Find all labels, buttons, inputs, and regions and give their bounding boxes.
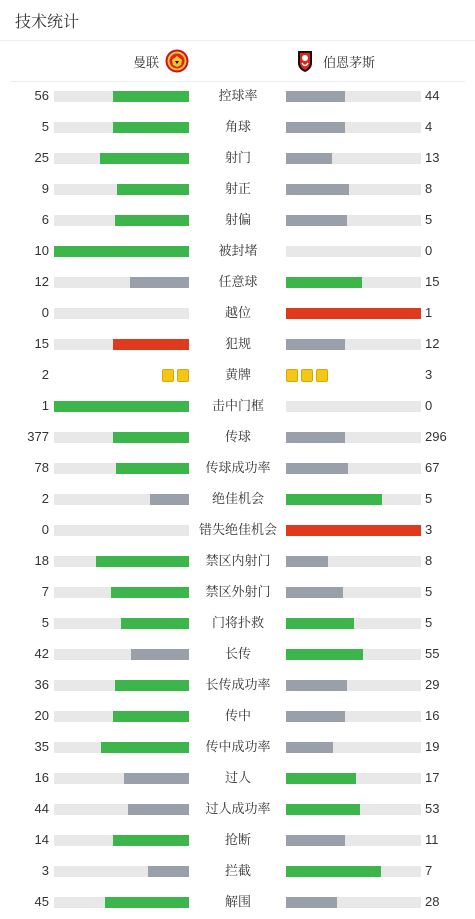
stat-row bbox=[0, 484, 475, 515]
stat-row bbox=[0, 112, 475, 143]
away-stat-value: 16 bbox=[425, 708, 440, 723]
home-stat-bar bbox=[54, 153, 189, 164]
away-stat-bar bbox=[286, 587, 421, 598]
away-stat-value: 53 bbox=[425, 801, 440, 816]
stat-label: 传中 bbox=[224, 708, 251, 723]
away-stat-bar-fill bbox=[286, 649, 363, 660]
away-stat-bar-fill bbox=[286, 742, 333, 753]
away-stat-value: 3 bbox=[425, 367, 433, 382]
away-stat-bar-fill bbox=[286, 494, 382, 505]
home-stat-value: 35 bbox=[34, 739, 49, 754]
away-stat-bar-fill bbox=[286, 122, 345, 133]
home-stat-bar-fill bbox=[130, 277, 189, 288]
away-stat-bar-fill bbox=[286, 897, 337, 908]
home-stat-value: 36 bbox=[34, 677, 49, 692]
home-yellow-cards bbox=[162, 369, 189, 382]
stat-label: 射门 bbox=[224, 150, 251, 165]
away-stat-value: 5 bbox=[425, 584, 433, 599]
stat-label: 拦截 bbox=[224, 863, 251, 878]
away-stat-bar-fill bbox=[286, 618, 354, 629]
away-stat-bar-fill bbox=[286, 525, 421, 536]
home-stat-value: 15 bbox=[34, 336, 49, 351]
away-stat-bar bbox=[286, 897, 421, 908]
home-stat-value: 42 bbox=[34, 646, 49, 661]
yellow-card-icon bbox=[162, 369, 174, 382]
away-stat-bar-fill bbox=[286, 215, 347, 226]
away-stat-bar-fill bbox=[286, 804, 360, 815]
away-stat-bar-fill bbox=[286, 91, 345, 102]
home-stat-bar bbox=[54, 742, 189, 753]
stat-label: 射偏 bbox=[224, 212, 251, 227]
home-stat-bar-fill bbox=[100, 153, 189, 164]
yellow-card-icon bbox=[286, 369, 298, 382]
bournemouth-crest-icon bbox=[293, 49, 317, 73]
away-stat-value: 5 bbox=[425, 212, 433, 227]
away-stat-bar bbox=[286, 742, 421, 753]
home-stat-bar bbox=[54, 122, 189, 133]
home-stat-value: 5 bbox=[41, 119, 49, 134]
away-stat-value: 1 bbox=[425, 305, 433, 320]
stat-label: 过人 bbox=[224, 770, 251, 785]
home-stat-bar bbox=[54, 91, 189, 102]
stat-row bbox=[0, 81, 475, 112]
yellow-card-icon bbox=[316, 369, 328, 382]
stat-row bbox=[0, 391, 475, 422]
stat-label: 传中成功率 bbox=[205, 739, 271, 754]
stat-row bbox=[0, 205, 475, 236]
away-stat-bar bbox=[286, 463, 421, 474]
stat-row bbox=[0, 360, 475, 391]
away-stat-bar bbox=[286, 277, 421, 288]
stat-row bbox=[0, 701, 475, 732]
stat-label: 长传 bbox=[224, 646, 251, 661]
home-stat-bar bbox=[54, 463, 189, 474]
home-stat-bar-fill bbox=[148, 866, 189, 877]
away-stat-bar bbox=[286, 866, 421, 877]
home-stat-value: 45 bbox=[34, 894, 49, 909]
home-stat-bar bbox=[54, 556, 189, 567]
away-stat-value: 8 bbox=[425, 181, 433, 196]
home-stat-bar-fill bbox=[131, 649, 189, 660]
stat-label: 禁区外射门 bbox=[205, 584, 271, 599]
home-stat-bar bbox=[54, 618, 189, 629]
away-stat-bar bbox=[286, 215, 421, 226]
stat-row bbox=[0, 267, 475, 298]
home-stat-bar-fill bbox=[54, 246, 189, 257]
away-stat-bar bbox=[286, 122, 421, 133]
stat-row bbox=[0, 453, 475, 484]
away-stat-bar bbox=[286, 680, 421, 691]
stat-row bbox=[0, 856, 475, 887]
home-stat-bar-fill bbox=[121, 618, 189, 629]
stat-row bbox=[0, 794, 475, 825]
home-stat-value: 14 bbox=[34, 832, 49, 847]
away-stat-value: 28 bbox=[425, 894, 440, 909]
home-stat-value: 7 bbox=[41, 584, 49, 599]
home-stat-bar-fill bbox=[54, 401, 189, 412]
away-stat-bar-fill bbox=[286, 463, 348, 474]
away-stat-bar bbox=[286, 184, 421, 195]
home-stat-value: 78 bbox=[34, 460, 49, 475]
away-stat-value: 0 bbox=[425, 243, 433, 258]
away-stat-bar bbox=[286, 835, 421, 846]
away-stat-bar bbox=[286, 494, 421, 505]
home-stat-bar bbox=[54, 587, 189, 598]
home-stat-bar bbox=[54, 339, 189, 350]
away-stat-value: 55 bbox=[425, 646, 440, 661]
stat-label: 过人成功率 bbox=[205, 801, 271, 816]
away-stat-value: 11 bbox=[425, 832, 439, 847]
away-stat-bar bbox=[286, 711, 421, 722]
home-stat-bar-fill bbox=[150, 494, 189, 505]
away-stat-value: 13 bbox=[425, 150, 440, 165]
away-stat-value: 29 bbox=[425, 677, 440, 692]
home-stat-bar-fill bbox=[116, 463, 189, 474]
stat-row bbox=[0, 329, 475, 360]
away-stat-bar-fill bbox=[286, 587, 343, 598]
home-stat-bar-fill bbox=[113, 339, 189, 350]
home-stat-bar bbox=[54, 711, 189, 722]
stat-row bbox=[0, 639, 475, 670]
stats-list bbox=[0, 81, 475, 918]
away-stat-bar bbox=[286, 432, 421, 443]
stat-label: 越位 bbox=[224, 305, 251, 320]
home-stat-bar bbox=[54, 804, 189, 815]
home-team[interactable] bbox=[133, 49, 189, 73]
stat-label: 错失绝佳机会 bbox=[198, 522, 277, 537]
away-stat-value: 296 bbox=[425, 429, 447, 444]
stat-label: 射正 bbox=[224, 181, 251, 196]
home-stat-value: 20 bbox=[34, 708, 49, 723]
stat-row bbox=[0, 546, 475, 577]
away-stat-value: 17 bbox=[425, 770, 440, 785]
away-team[interactable] bbox=[293, 49, 375, 73]
away-stat-bar-fill bbox=[286, 866, 381, 877]
home-stat-value: 5 bbox=[41, 615, 49, 630]
stat-row bbox=[0, 298, 475, 329]
stat-row bbox=[0, 825, 475, 856]
home-stat-bar bbox=[54, 773, 189, 784]
home-stat-value: 0 bbox=[41, 305, 49, 320]
away-stat-value: 7 bbox=[425, 863, 433, 878]
stat-label: 黄牌 bbox=[224, 367, 251, 382]
home-stat-bar-fill bbox=[128, 804, 189, 815]
home-stat-bar bbox=[54, 246, 189, 257]
away-stat-bar bbox=[286, 649, 421, 660]
home-stat-bar bbox=[54, 897, 189, 908]
home-stat-bar bbox=[54, 835, 189, 846]
away-stat-value: 15 bbox=[425, 274, 440, 289]
home-stat-bar-fill bbox=[105, 897, 189, 908]
home-stat-value: 377 bbox=[27, 429, 49, 444]
home-stat-bar-fill bbox=[113, 122, 189, 133]
away-stat-bar-fill bbox=[286, 153, 332, 164]
away-stat-bar-fill bbox=[286, 835, 345, 846]
home-stat-bar-fill bbox=[111, 587, 189, 598]
home-stat-bar bbox=[54, 525, 189, 536]
stat-row bbox=[0, 515, 475, 546]
stat-label: 解围 bbox=[224, 894, 251, 909]
away-stat-bar-fill bbox=[286, 339, 345, 350]
stat-label: 被封堵 bbox=[218, 243, 258, 258]
away-stat-bar bbox=[286, 804, 421, 815]
home-stat-value: 12 bbox=[34, 274, 49, 289]
home-stat-bar bbox=[54, 494, 189, 505]
home-stat-bar-fill bbox=[113, 835, 189, 846]
home-stat-bar-fill bbox=[113, 432, 189, 443]
away-yellow-cards bbox=[286, 369, 328, 382]
stat-row bbox=[0, 236, 475, 267]
stat-row bbox=[0, 577, 475, 608]
away-stat-bar bbox=[286, 91, 421, 102]
away-stat-bar-fill bbox=[286, 308, 421, 319]
header bbox=[0, 0, 475, 41]
away-stat-value: 19 bbox=[425, 739, 440, 754]
stat-row bbox=[0, 608, 475, 639]
home-stat-value: 0 bbox=[41, 522, 49, 537]
stat-label: 门将扑救 bbox=[211, 615, 264, 630]
home-stat-value: 10 bbox=[34, 243, 49, 258]
page-title: 技术统计 bbox=[15, 13, 80, 31]
stat-label: 任意球 bbox=[218, 274, 258, 289]
home-stat-bar-fill bbox=[96, 556, 189, 567]
home-stat-bar bbox=[54, 401, 189, 412]
away-stat-bar bbox=[286, 525, 421, 536]
yellow-card-icon bbox=[177, 369, 189, 382]
stat-row bbox=[0, 763, 475, 794]
home-stat-bar-fill bbox=[117, 184, 189, 195]
away-stat-value: 67 bbox=[425, 460, 440, 475]
home-stat-value: 3 bbox=[41, 863, 49, 878]
stat-label: 击中门框 bbox=[211, 398, 264, 413]
stat-row bbox=[0, 422, 475, 453]
stat-row bbox=[0, 174, 475, 205]
home-stat-bar-fill bbox=[115, 680, 189, 691]
stat-label: 传球 bbox=[224, 429, 251, 444]
away-stat-bar-fill bbox=[286, 184, 349, 195]
away-stat-bar bbox=[286, 618, 421, 629]
home-stat-value: 1 bbox=[41, 398, 49, 413]
stat-label: 控球率 bbox=[218, 88, 258, 103]
away-stat-value: 12 bbox=[425, 336, 440, 351]
away-stat-value: 5 bbox=[425, 615, 433, 630]
away-stat-bar bbox=[286, 308, 421, 319]
stat-label: 角球 bbox=[224, 119, 251, 134]
teams-header bbox=[10, 41, 465, 82]
home-stat-bar bbox=[54, 277, 189, 288]
away-stat-bar-fill bbox=[286, 773, 356, 784]
home-stat-bar bbox=[54, 308, 189, 319]
yellow-card-icon bbox=[301, 369, 313, 382]
away-stat-bar bbox=[286, 556, 421, 567]
away-stat-bar-fill bbox=[286, 680, 347, 691]
away-stat-bar-fill bbox=[286, 711, 345, 722]
away-stat-value: 4 bbox=[425, 119, 433, 134]
home-stat-bar bbox=[54, 432, 189, 443]
manchester-united-crest-icon bbox=[165, 49, 189, 73]
away-team-name: 伯恩茅斯 bbox=[323, 54, 376, 70]
away-stat-value: 8 bbox=[425, 553, 433, 568]
away-stat-bar-fill bbox=[286, 277, 362, 288]
away-stat-value: 44 bbox=[425, 88, 440, 103]
home-team-name: 曼联 bbox=[132, 54, 159, 70]
stat-label: 抢断 bbox=[224, 832, 251, 847]
home-stat-value: 16 bbox=[34, 770, 49, 785]
home-stat-bar-fill bbox=[115, 215, 189, 226]
home-stat-bar-fill bbox=[124, 773, 189, 784]
away-stat-bar-fill bbox=[286, 556, 328, 567]
home-stat-value: 56 bbox=[34, 88, 49, 103]
home-stat-value: 44 bbox=[34, 801, 49, 816]
home-stat-bar-fill bbox=[113, 711, 189, 722]
home-stat-bar bbox=[54, 866, 189, 877]
home-stat-bar bbox=[54, 215, 189, 226]
home-stat-bar bbox=[54, 680, 189, 691]
stat-label: 长传成功率 bbox=[205, 677, 271, 692]
home-stat-value: 18 bbox=[34, 553, 49, 568]
home-stat-bar bbox=[54, 649, 189, 660]
home-stat-bar-fill bbox=[113, 91, 189, 102]
away-stat-bar-fill bbox=[286, 432, 345, 443]
home-stat-value: 6 bbox=[41, 212, 49, 227]
stat-row bbox=[0, 887, 475, 918]
away-stat-value: 5 bbox=[425, 491, 433, 506]
away-stat-bar bbox=[286, 401, 421, 412]
away-stat-bar bbox=[286, 339, 421, 350]
stat-label: 绝佳机会 bbox=[211, 491, 264, 506]
stat-row bbox=[0, 143, 475, 174]
away-stat-value: 3 bbox=[425, 522, 433, 537]
home-stat-bar bbox=[54, 184, 189, 195]
home-stat-bar-fill bbox=[101, 742, 189, 753]
away-stat-bar bbox=[286, 773, 421, 784]
stat-label: 传球成功率 bbox=[205, 460, 271, 475]
home-stat-value: 2 bbox=[41, 491, 49, 506]
stat-row bbox=[0, 732, 475, 763]
away-stat-bar bbox=[286, 246, 421, 257]
away-stat-value: 0 bbox=[425, 398, 433, 413]
stat-row bbox=[0, 670, 475, 701]
stat-label: 禁区内射门 bbox=[205, 553, 271, 568]
home-stat-value: 25 bbox=[34, 150, 49, 165]
home-stat-value: 2 bbox=[41, 367, 49, 382]
home-stat-value: 9 bbox=[41, 181, 49, 196]
stat-label: 犯规 bbox=[224, 336, 251, 351]
away-stat-bar bbox=[286, 153, 421, 164]
